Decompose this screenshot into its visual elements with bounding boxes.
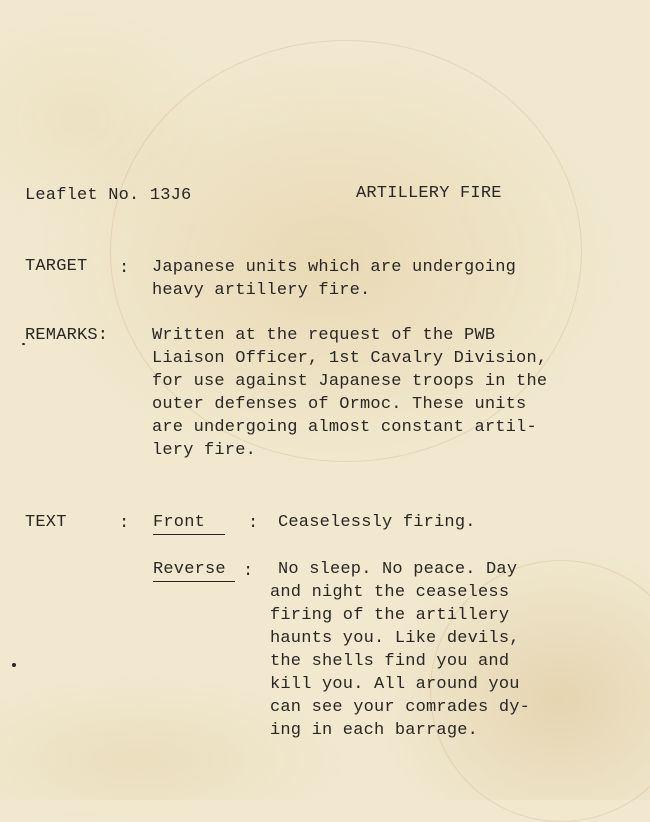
- reverse-line-3: firing of the artillery: [270, 606, 510, 625]
- remarks-label: REMARKS:: [25, 326, 109, 345]
- remarks-line-4: outer defenses of Ormoc. These units: [152, 395, 527, 414]
- reverse-line-8: ing in each barrage.: [270, 721, 479, 740]
- remarks-line-5: are undergoing almost constant artil-: [152, 418, 537, 437]
- reverse-line-5: the shells find you and: [270, 652, 510, 671]
- front-separator: :: [248, 514, 259, 533]
- reverse-underline: [153, 581, 235, 582]
- reverse-label: Reverse: [153, 560, 226, 579]
- target-line-2: heavy artillery fire.: [152, 281, 371, 300]
- leaflet-title: ARTILLERY FIRE: [356, 184, 502, 203]
- ink-speck: [22, 343, 25, 345]
- reverse-separator: :: [243, 562, 254, 581]
- reverse-line-4: haunts you. Like devils,: [270, 629, 520, 648]
- reverse-line-7: can see your comrades dy-: [270, 698, 531, 717]
- target-line-1: Japanese units which are undergoing: [152, 258, 517, 277]
- remarks-line-3: for use against Japanese troops in the: [152, 372, 548, 391]
- reverse-line-1: No sleep. No peace. Day: [278, 560, 518, 579]
- ink-speck: [12, 663, 16, 667]
- remarks-line-2: Liaison Officer, 1st Cavalry Division,: [152, 349, 548, 368]
- leaflet-number: Leaflet No. 13J6: [25, 186, 192, 205]
- remarks-line-6: lery fire.: [152, 441, 257, 460]
- front-text: Ceaselessly firing.: [278, 513, 476, 532]
- remarks-line-1: Written at the request of the PWB: [152, 326, 496, 345]
- front-label: Front: [153, 513, 206, 532]
- text-label: TEXT: [25, 513, 67, 532]
- front-underline: [153, 534, 225, 535]
- target-label: TARGET: [25, 257, 88, 276]
- text-separator: :: [119, 514, 130, 533]
- reverse-line-6: kill you. All around you: [270, 675, 520, 694]
- target-separator: :: [119, 259, 130, 278]
- reverse-line-2: and night the ceaseless: [270, 583, 510, 602]
